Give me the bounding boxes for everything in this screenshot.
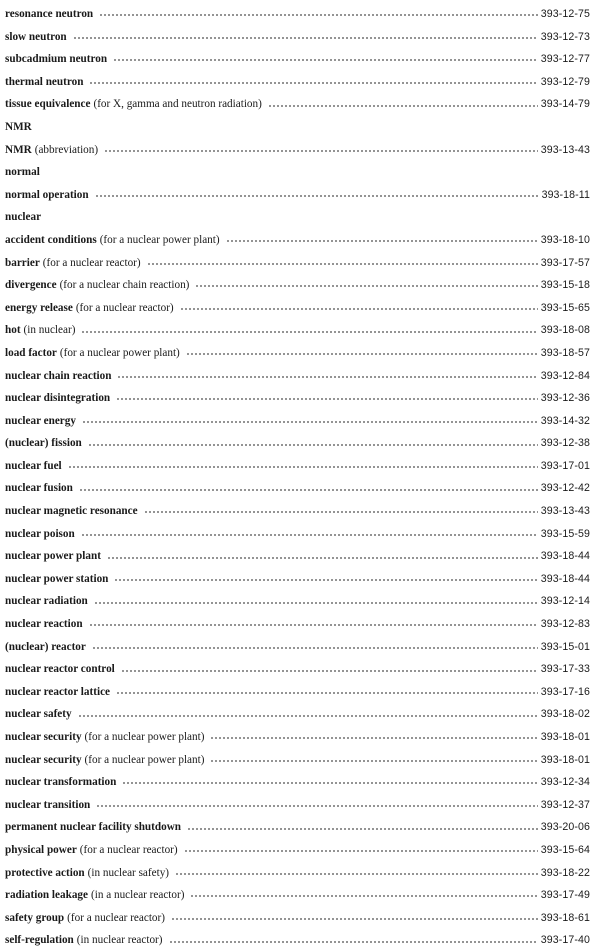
entry-reference: 393-18-61 (540, 911, 590, 924)
entry-qualifier: (in nuclear reactor) (76, 934, 163, 947)
entry-term: divergence (5, 279, 57, 292)
entry-term: radiation leakage (5, 889, 88, 902)
dot-leader (95, 195, 539, 197)
index-entry (5, 139, 590, 162)
dot-leader (187, 828, 538, 830)
index-entry (5, 432, 590, 455)
entry-term: nuclear fusion (5, 482, 73, 495)
entry-reference: 393-18-01 (540, 731, 590, 743)
entry-term: NMR (5, 143, 32, 156)
index-entry (5, 636, 590, 659)
entry-reference: 393-12-38 (540, 437, 590, 450)
index-entry (5, 500, 590, 523)
entry-qualifier: (for a nuclear reactor) (42, 256, 141, 269)
entry-term: permanent nuclear facility shutdown (5, 821, 182, 834)
index-entry (5, 252, 590, 275)
dot-leader (116, 692, 538, 694)
entry-reference: 393-12-83 (540, 618, 590, 631)
entry-reference: 393-15-59 (540, 527, 590, 540)
entry-qualifier: (in a nuclear reactor) (90, 889, 185, 902)
dot-leader (268, 105, 538, 107)
entry-term: nuclear reactor control (5, 663, 115, 676)
entry-reference: 393-15-64 (540, 843, 590, 856)
dot-leader (107, 557, 538, 559)
index-entry (5, 93, 590, 116)
entry-term: safety group (5, 911, 65, 924)
dot-leader (184, 850, 538, 852)
entry-reference: 393-15-01 (540, 640, 590, 653)
entry-reference: 393-17-16 (540, 685, 590, 698)
index-entry (5, 274, 590, 297)
entry-term: nuclear security (5, 753, 82, 766)
index-entry (5, 816, 590, 839)
entry-reference: 393-18-08 (540, 324, 590, 337)
entry-reference: 393-13-43 (540, 505, 590, 518)
index-entry (5, 319, 590, 342)
dot-leader (78, 715, 538, 717)
entry-qualifier: (for a nuclear reactor) (67, 911, 165, 924)
index-entry (5, 613, 590, 636)
entry-reference: 393-17-33 (540, 663, 590, 676)
entry-term: load factor (5, 346, 57, 359)
index-entry (5, 568, 590, 591)
dot-leader (88, 444, 538, 446)
dot-leader (190, 895, 537, 897)
entry-term: tissue equivalence (5, 98, 91, 111)
entry-term: thermal neutron (5, 75, 84, 88)
entry-reference: 393-12-75 (540, 8, 590, 20)
index-entry (5, 862, 590, 885)
entry-reference: 393-14-79 (540, 98, 590, 111)
index-entry (5, 884, 590, 907)
entry-qualifier: (for X, gamma and neutron radiation) (93, 98, 262, 111)
entry-term: nuclear magnetic resonance (5, 505, 138, 518)
entry-reference: 393-12-84 (540, 369, 590, 382)
entry-reference: 393-15-65 (540, 301, 590, 314)
entry-reference: 393-18-57 (540, 346, 590, 359)
index-entry (5, 839, 590, 862)
index-entry (5, 365, 590, 388)
index-heading (5, 206, 590, 229)
dot-leader (104, 150, 538, 152)
index-entry (5, 523, 590, 546)
dot-leader (169, 941, 538, 943)
dot-leader (99, 14, 538, 16)
entry-term: (nuclear) fission (5, 437, 82, 450)
entry-term: (nuclear) reactor (5, 640, 86, 653)
entry-qualifier: (in nuclear safety) (87, 866, 170, 879)
dot-leader (147, 263, 538, 265)
entry-reference: 393-18-11 (541, 188, 590, 201)
index-entry (5, 681, 590, 704)
entry-reference: 393-18-01 (540, 753, 590, 766)
index-entry (5, 184, 590, 207)
entry-reference: 393-18-02 (540, 708, 590, 721)
index-entry (5, 590, 590, 613)
dot-leader (89, 624, 538, 626)
entry-term: nuclear fuel (5, 459, 62, 472)
dot-leader (195, 285, 537, 287)
dot-leader (210, 760, 537, 762)
index-entry (5, 297, 590, 320)
entry-reference: 393-20-06 (540, 821, 590, 834)
index-heading (5, 116, 590, 139)
dot-leader (175, 873, 538, 875)
entry-reference: 393-15-18 (540, 279, 590, 292)
dot-leader (92, 647, 538, 649)
index-entry (5, 703, 590, 726)
dot-leader (82, 421, 538, 423)
entry-term: normal (5, 166, 40, 179)
entry-reference: 393-12-79 (540, 75, 590, 88)
dot-leader (68, 466, 538, 468)
index-entry (5, 929, 590, 952)
index-entry (5, 658, 590, 681)
dot-leader (89, 82, 537, 84)
entry-reference: 393-12-73 (540, 30, 590, 43)
index-entry (5, 387, 590, 410)
entry-term: nuclear security (5, 731, 82, 743)
dot-leader (122, 782, 537, 784)
index-entry (5, 26, 590, 49)
dot-leader (81, 534, 538, 536)
index-entry (5, 771, 590, 794)
index-entry (5, 71, 590, 94)
entry-term: nuclear reactor lattice (5, 685, 110, 698)
index-entry (5, 477, 590, 500)
entry-term: accident conditions (5, 233, 97, 246)
index-entry (5, 229, 590, 252)
dot-leader (180, 308, 538, 310)
entry-term: nuclear (5, 211, 42, 224)
dot-leader (117, 376, 537, 378)
entry-reference: 393-13-43 (540, 143, 590, 156)
entry-reference: 393-12-34 (540, 776, 590, 789)
entry-term: nuclear energy (5, 414, 76, 427)
entry-reference: 393-17-49 (540, 889, 590, 902)
dot-leader (226, 240, 538, 242)
entry-reference: 393-18-22 (540, 866, 590, 879)
entry-reference: 393-12-36 (540, 392, 590, 405)
entry-term: energy release (5, 301, 73, 314)
entry-term: nuclear disintegration (5, 392, 111, 405)
entry-qualifier: (for a nuclear power plant) (84, 753, 205, 766)
entry-reference: 393-17-40 (540, 934, 590, 947)
index-entry (5, 794, 590, 817)
entry-qualifier: (in nuclear) (23, 324, 76, 337)
dot-leader (73, 37, 538, 39)
index-entry (5, 907, 590, 930)
dot-leader (144, 511, 538, 513)
dot-leader (113, 59, 538, 61)
entry-term: subcadmium neutron (5, 53, 108, 66)
entry-qualifier: (for a nuclear power plant) (59, 346, 180, 359)
entry-term: physical power (5, 843, 77, 856)
entry-term: nuclear transition (5, 798, 91, 811)
dot-leader (96, 805, 538, 807)
entry-qualifier: (for a nuclear power plant) (84, 731, 205, 743)
entry-term: barrier (5, 256, 40, 269)
dot-leader (114, 579, 537, 581)
entry-qualifier: (for a nuclear power plant) (99, 233, 220, 246)
entry-term: slow neutron (5, 30, 67, 43)
entry-reference: 393-12-37 (540, 798, 590, 811)
dot-leader (186, 353, 538, 355)
index-entry (5, 48, 590, 71)
entry-term: nuclear power station (5, 572, 109, 585)
entry-reference: 393-18-44 (540, 550, 590, 563)
entry-reference: 393-17-01 (540, 459, 590, 472)
entry-term: protective action (5, 866, 85, 879)
entry-term: nuclear transformation (5, 776, 117, 789)
entry-term: normal operation (5, 188, 89, 201)
dot-leader (94, 602, 538, 604)
dot-leader (210, 737, 537, 739)
index-entry (5, 749, 590, 772)
dot-leader (116, 398, 538, 400)
dot-leader (121, 670, 538, 672)
dot-leader (81, 331, 537, 333)
index-entry (5, 342, 590, 365)
entry-qualifier: (abbreviation) (34, 143, 99, 156)
index-entry (5, 726, 590, 749)
entry-reference: 393-17-57 (540, 256, 590, 269)
index-entry (5, 455, 590, 478)
entry-qualifier: (for a nuclear reactor) (79, 843, 178, 856)
entry-term: NMR (5, 120, 32, 133)
index-heading (5, 161, 590, 184)
dot-leader (171, 918, 538, 920)
entry-term: self-regulation (5, 934, 74, 947)
entry-reference: 393-18-44 (540, 572, 590, 585)
entry-reference: 393-12-77 (540, 53, 590, 66)
entry-term: nuclear poison (5, 527, 75, 540)
entry-term: nuclear radiation (5, 595, 88, 608)
entry-term: nuclear safety (5, 708, 72, 721)
entry-reference: 393-12-14 (540, 595, 590, 608)
index-entry (5, 410, 590, 433)
entry-reference: 393-18-10 (540, 233, 590, 246)
entry-qualifier: (for a nuclear chain reaction) (59, 279, 190, 292)
entry-qualifier: (for a nuclear reactor) (75, 301, 174, 314)
dot-leader (79, 489, 538, 491)
index-entry (5, 3, 590, 26)
entry-term: nuclear reaction (5, 618, 83, 631)
entry-term: nuclear power plant (5, 550, 101, 563)
entry-term: hot (5, 324, 21, 337)
entry-term: resonance neutron (5, 8, 94, 20)
entry-reference: 393-14-32 (540, 414, 590, 427)
index-entry (5, 545, 590, 568)
entry-term: nuclear chain reaction (5, 369, 112, 382)
entry-reference: 393-12-42 (540, 482, 590, 495)
